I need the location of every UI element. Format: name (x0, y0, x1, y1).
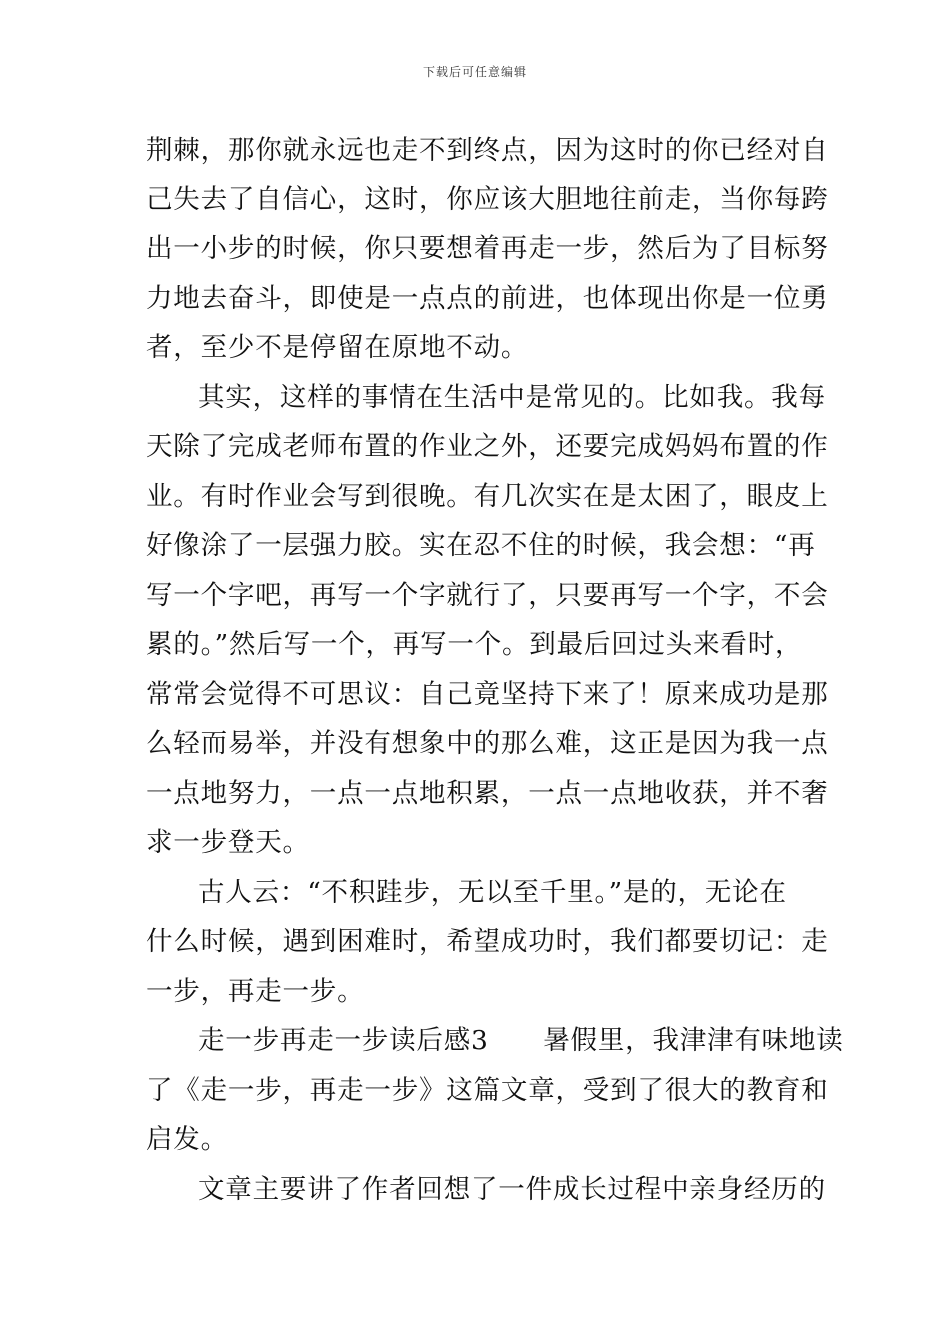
paragraph-line: 力地去奋斗，即使是一点点的前进，也体现出你是一位勇 (146, 283, 829, 314)
paragraph-line: 什么时候，遇到困难时，希望成功时，我们都要切记：走 (146, 926, 829, 957)
paragraph-line: 一步，再走一步。 (146, 976, 365, 1007)
paragraph-line: 出一小步的时候，你只要想着再走一步，然后为了目标努 (146, 233, 829, 264)
paragraph-line: 业。有时作业会写到很晚。有几次实在是太困了，眼皮上 (146, 481, 829, 512)
paragraph-line: 己失去了自信心，这时，你应该大胆地往前走，当你每跨 (146, 184, 829, 215)
paragraph-line: 求一步登天。 (146, 827, 310, 858)
paragraph-line: 天除了完成老师布置的作业之外，还要完成妈妈布置的作 (146, 431, 829, 462)
paragraph-line: 者，至少不是停留在原地不动。 (146, 332, 529, 363)
paragraph-line: 一点地努力，一点一点地积累，一点一点地收获，并不奢 (146, 778, 829, 809)
paragraph-line: 古人云：“不积跬步，无以至千里。”是的，无论在 (198, 877, 787, 908)
paragraph-line: 写一个字吧，再写一个字就行了，只要再写一个字，不会 (146, 580, 829, 611)
paragraph-line: 荆棘，那你就永远也走不到终点，因为这时的你已经对自 (146, 135, 829, 166)
paragraph-line: 文章主要讲了作者回想了一件成长过程中亲身经历的 (198, 1174, 826, 1205)
paragraph-line: 么轻而易举，并没有想象中的那么难，这正是因为我一点 (146, 728, 829, 759)
paragraph-line: 好像涂了一层强力胶。实在忍不住的时候，我会想：“再 (146, 530, 816, 561)
paragraph-line: 其实，这样的事情在生活中是常见的。比如我。我每 (198, 382, 826, 413)
page-header: 下载后可任意编辑 (422, 65, 527, 79)
paragraph-line: 启发。 (146, 1124, 228, 1155)
paragraph-line: 累的。”然后写一个，再写一个。到最后回过头来看时， (146, 629, 803, 660)
paragraph-line: 了《走一步，再走一步》这篇文章，受到了很大的教育和 (146, 1075, 829, 1106)
paragraph-line: 常常会觉得不可思议：自己竟坚持下来了！原来成功是那 (146, 679, 829, 710)
paragraph-line: 走一步再走一步读后感3 暑假里，我津津有味地读 (198, 1025, 844, 1056)
